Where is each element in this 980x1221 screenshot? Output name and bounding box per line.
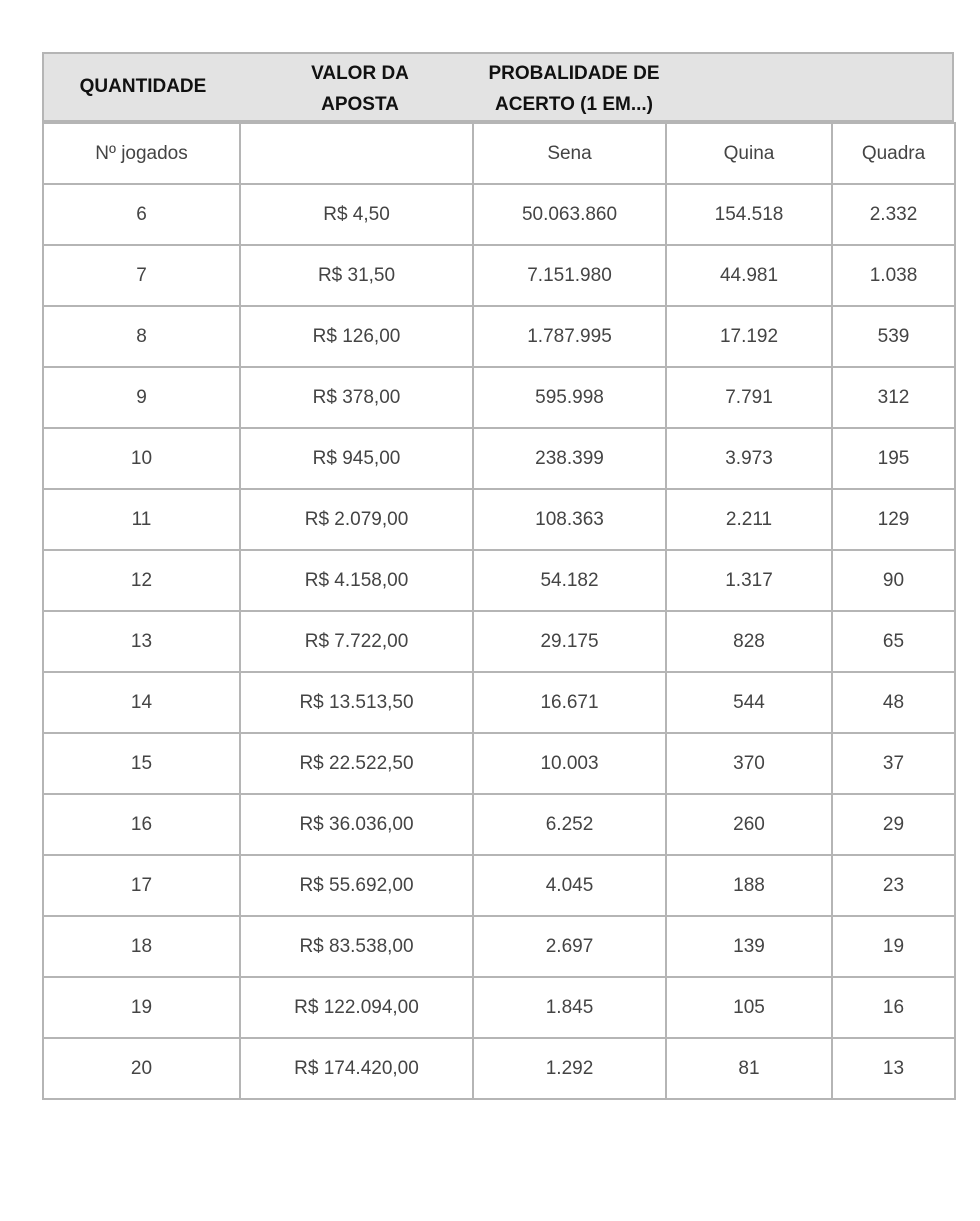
quina-odds-cell: 44.981 <box>666 245 832 306</box>
quina-odds-cell: 139 <box>666 916 832 977</box>
quina-odds-cell: 105 <box>666 977 832 1038</box>
quadra-odds-cell: 13 <box>832 1038 955 1099</box>
bet-value-cell: R$ 7.722,00 <box>240 611 473 672</box>
table-row <box>43 428 955 489</box>
quina-odds-cell: 828 <box>666 611 832 672</box>
quadra-odds-cell: 539 <box>832 306 955 367</box>
sena-odds-cell: 10.003 <box>473 733 666 794</box>
bet-value-cell: R$ 31,50 <box>240 245 473 306</box>
quadra-odds-cell: 1.038 <box>832 245 955 306</box>
numbers-played-cell: 18 <box>43 916 240 977</box>
table-row <box>43 977 955 1038</box>
quina-odds-cell: 81 <box>666 1038 832 1099</box>
quadra-odds-cell: 37 <box>832 733 955 794</box>
sena-odds-cell: 6.252 <box>473 794 666 855</box>
subheader-quadra: Quadra <box>832 123 955 184</box>
numbers-played-cell: 20 <box>43 1038 240 1099</box>
numbers-played-cell: 13 <box>43 611 240 672</box>
quina-odds-cell: 544 <box>666 672 832 733</box>
header-quantidade <box>44 71 242 102</box>
table-row <box>43 1038 955 1099</box>
quadra-odds-cell: 2.332 <box>832 184 955 245</box>
sena-odds-cell: 7.151.980 <box>473 245 666 306</box>
sena-odds-cell: 595.998 <box>473 367 666 428</box>
quina-odds-cell: 2.211 <box>666 489 832 550</box>
quadra-odds-cell: 129 <box>832 489 955 550</box>
header-valor-line1: VALOR DA <box>311 63 409 84</box>
numbers-played-cell: 17 <box>43 855 240 916</box>
bet-value-cell: R$ 55.692,00 <box>240 855 473 916</box>
sena-odds-cell: 1.787.995 <box>473 306 666 367</box>
table-row <box>43 367 955 428</box>
table-row <box>43 672 955 733</box>
quadra-odds-cell: 23 <box>832 855 955 916</box>
sena-odds-cell: 2.697 <box>473 916 666 977</box>
sena-odds-cell: 54.182 <box>473 550 666 611</box>
quadra-odds-cell: 48 <box>832 672 955 733</box>
bet-value-cell: R$ 36.036,00 <box>240 794 473 855</box>
header-probabilidade <box>474 58 674 120</box>
numbers-played-cell: 10 <box>43 428 240 489</box>
quadra-odds-cell: 195 <box>832 428 955 489</box>
numbers-played-cell: 8 <box>43 306 240 367</box>
subheader-row <box>43 123 955 184</box>
sena-odds-cell: 4.045 <box>473 855 666 916</box>
quadra-odds-cell: 16 <box>832 977 955 1038</box>
table-row <box>43 733 955 794</box>
sena-odds-cell: 29.175 <box>473 611 666 672</box>
table-row <box>43 184 955 245</box>
table-header-bar <box>42 52 954 122</box>
bet-value-cell: R$ 22.522,50 <box>240 733 473 794</box>
sena-odds-cell: 108.363 <box>473 489 666 550</box>
numbers-played-cell: 7 <box>43 245 240 306</box>
bet-value-cell: R$ 174.420,00 <box>240 1038 473 1099</box>
bet-value-cell: R$ 122.094,00 <box>240 977 473 1038</box>
odds-table <box>42 52 954 1100</box>
header-prob-line2: ACERTO (1 EM...) <box>495 94 653 115</box>
table-row <box>43 306 955 367</box>
numbers-played-cell: 15 <box>43 733 240 794</box>
table-row <box>43 489 955 550</box>
header-prob-line1: PROBALIDADE DE <box>488 63 660 84</box>
quadra-odds-cell: 312 <box>832 367 955 428</box>
header-quantidade-label: QUANTIDADE <box>79 76 207 97</box>
numbers-played-cell: 16 <box>43 794 240 855</box>
quadra-odds-cell: 65 <box>832 611 955 672</box>
numbers-played-cell: 9 <box>43 367 240 428</box>
quina-odds-cell: 370 <box>666 733 832 794</box>
sena-odds-cell: 1.292 <box>473 1038 666 1099</box>
numbers-played-cell: 14 <box>43 672 240 733</box>
quina-odds-cell: 188 <box>666 855 832 916</box>
header-valor-line2: APOSTA <box>321 94 399 115</box>
odds-grid <box>42 122 956 1100</box>
bet-value-cell: R$ 945,00 <box>240 428 473 489</box>
table-row <box>43 611 955 672</box>
bet-value-cell: R$ 13.513,50 <box>240 672 473 733</box>
sena-odds-cell: 238.399 <box>473 428 666 489</box>
quina-odds-cell: 7.791 <box>666 367 832 428</box>
numbers-played-cell: 19 <box>43 977 240 1038</box>
bet-value-cell: R$ 2.079,00 <box>240 489 473 550</box>
quina-odds-cell: 3.973 <box>666 428 832 489</box>
quina-odds-cell: 260 <box>666 794 832 855</box>
sena-odds-cell: 1.845 <box>473 977 666 1038</box>
table-row <box>43 916 955 977</box>
quadra-odds-cell: 19 <box>832 916 955 977</box>
quadra-odds-cell: 29 <box>832 794 955 855</box>
numbers-played-cell: 6 <box>43 184 240 245</box>
quina-odds-cell: 1.317 <box>666 550 832 611</box>
bet-value-cell: R$ 83.538,00 <box>240 916 473 977</box>
table-row <box>43 245 955 306</box>
table-row <box>43 794 955 855</box>
quina-odds-cell: 17.192 <box>666 306 832 367</box>
header-valor-aposta <box>280 58 440 120</box>
sena-odds-cell: 50.063.860 <box>473 184 666 245</box>
quadra-odds-cell: 90 <box>832 550 955 611</box>
numbers-played-cell: 12 <box>43 550 240 611</box>
bet-value-cell: R$ 4.158,00 <box>240 550 473 611</box>
table-row <box>43 550 955 611</box>
quina-odds-cell: 154.518 <box>666 184 832 245</box>
bet-value-cell: R$ 378,00 <box>240 367 473 428</box>
sena-odds-cell: 16.671 <box>473 672 666 733</box>
subheader-quina: Quina <box>666 123 832 184</box>
bet-value-cell: R$ 4,50 <box>240 184 473 245</box>
numbers-played-cell: 11 <box>43 489 240 550</box>
subheader-sena: Sena <box>473 123 666 184</box>
subheader-jogados: Nº jogados <box>43 123 240 184</box>
subheader-blank <box>240 123 473 184</box>
table-row <box>43 855 955 916</box>
bet-value-cell: R$ 126,00 <box>240 306 473 367</box>
